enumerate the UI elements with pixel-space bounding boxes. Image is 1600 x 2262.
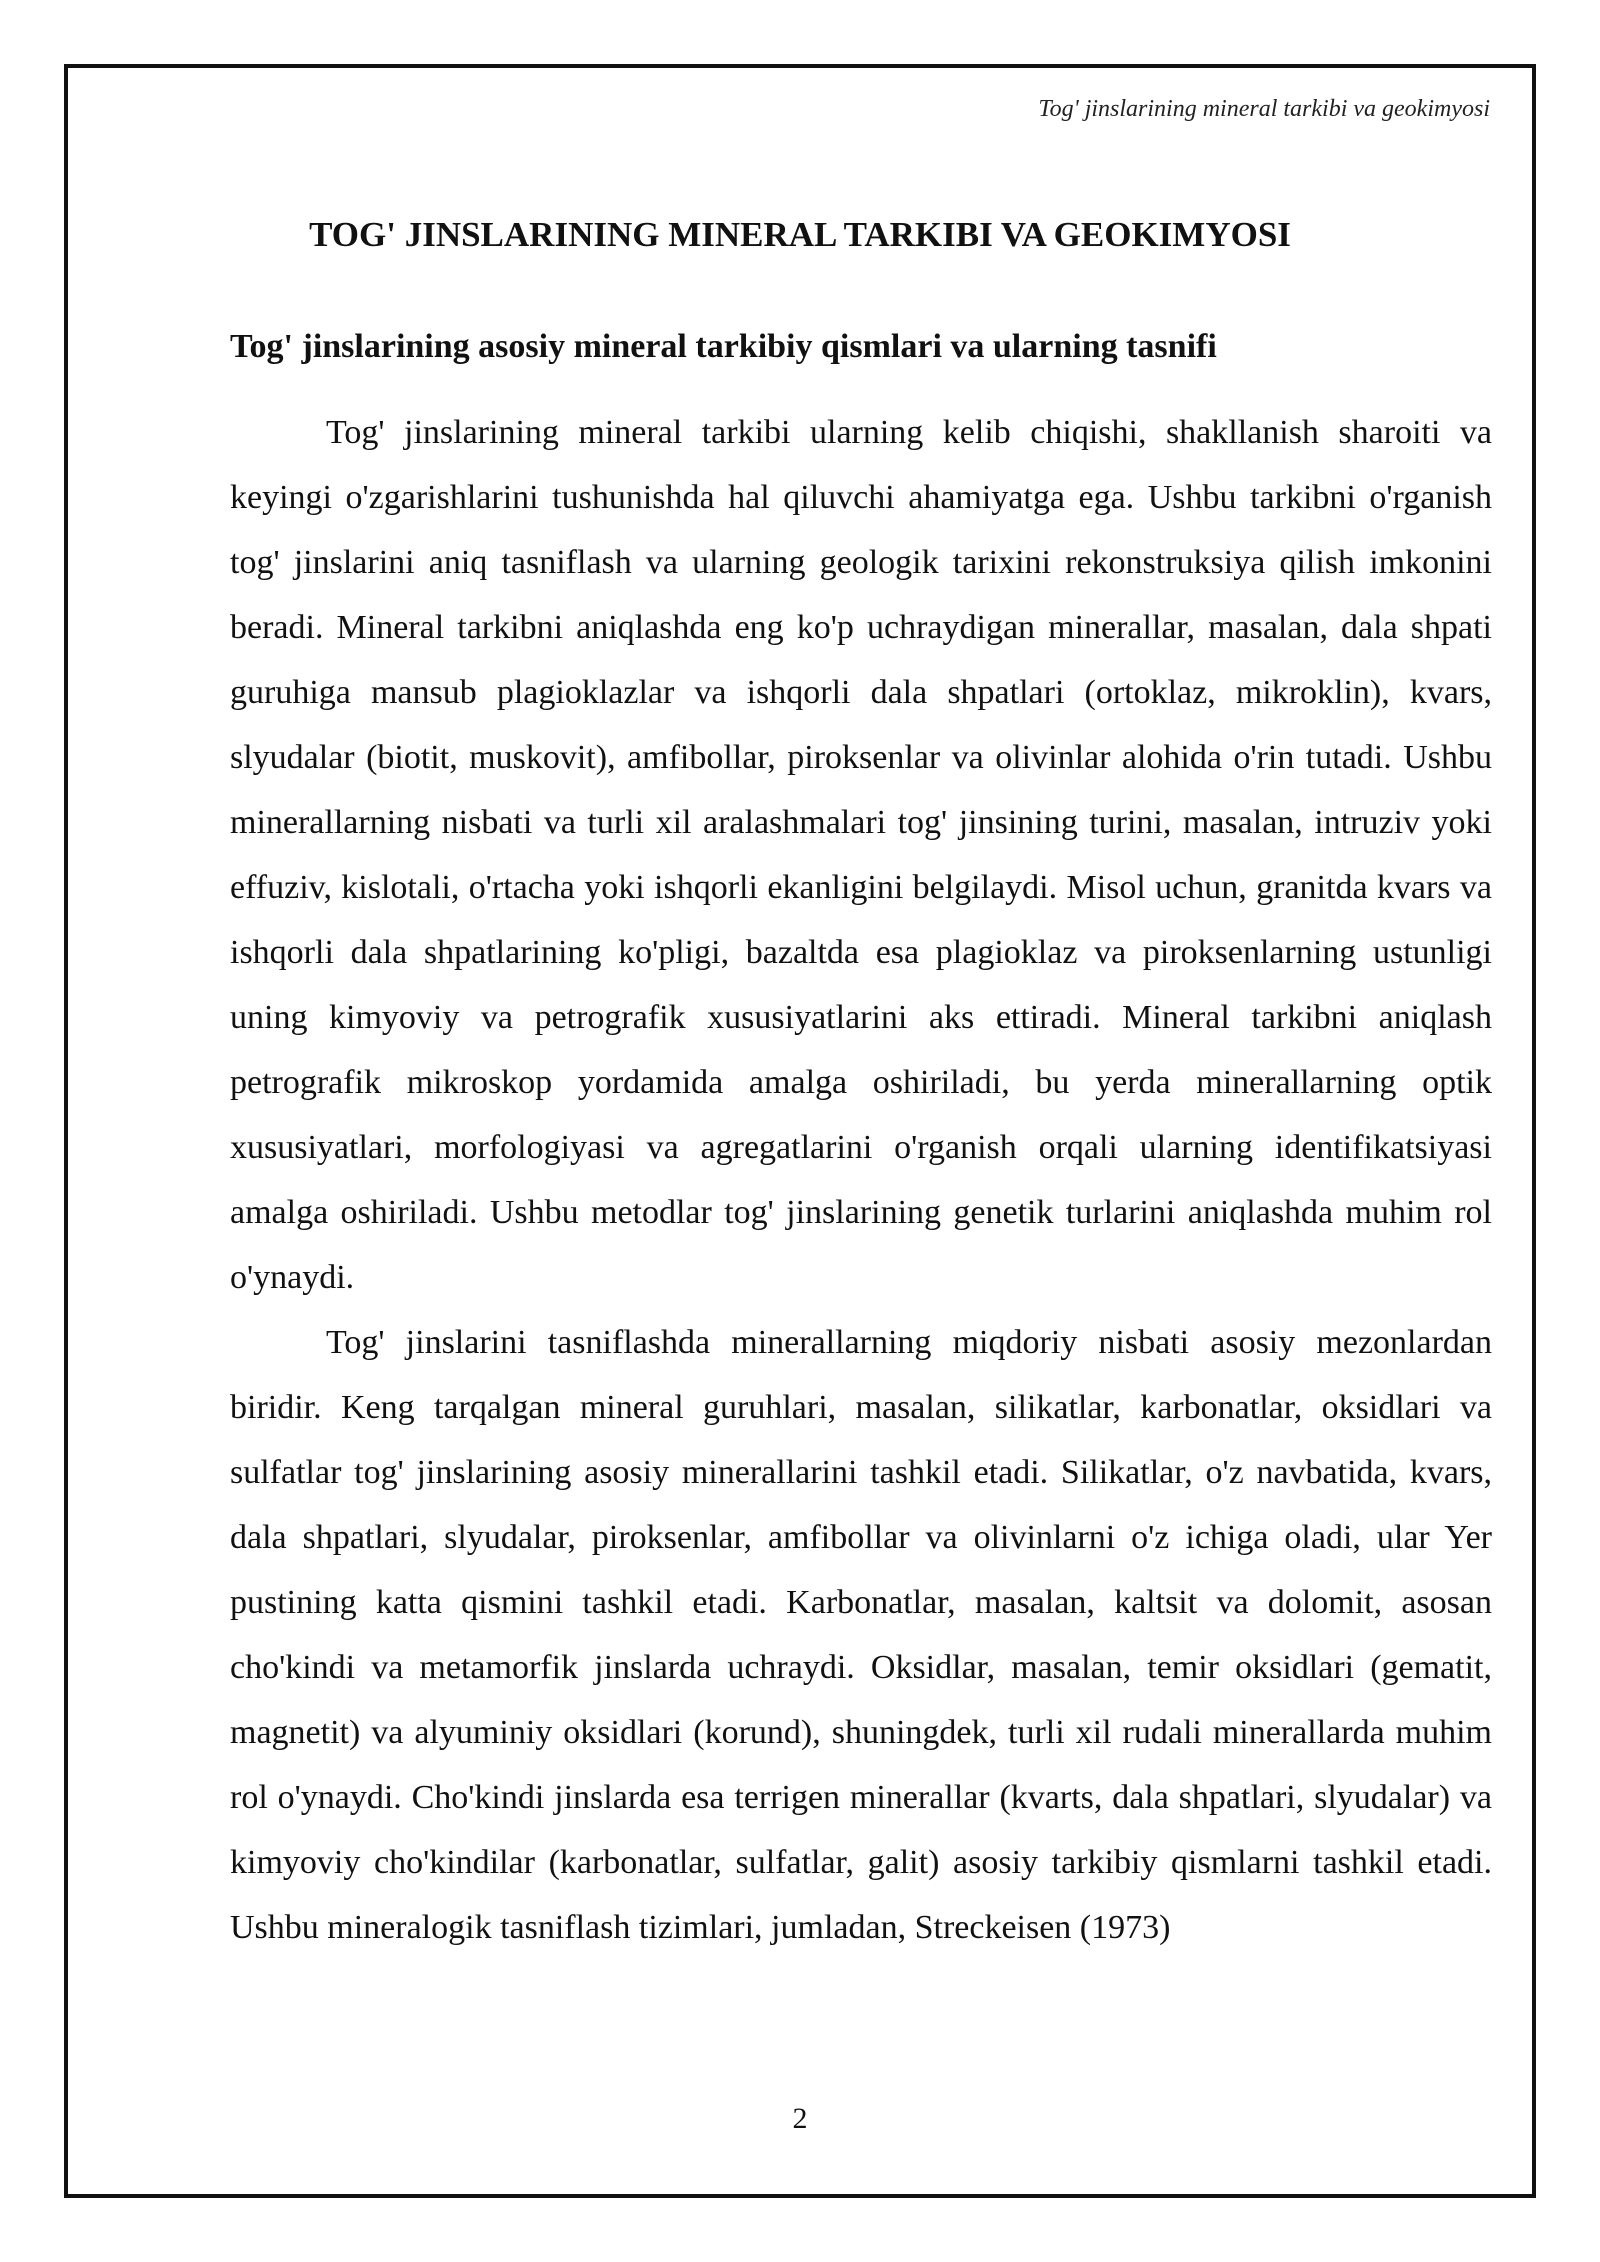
body-text	[230, 400, 1492, 1960]
page-number: 2	[792, 2102, 808, 2135]
section-heading: Tog' jinslarining asosiy mineral tarkibiy qismlari va ularning tasnifi	[230, 328, 1217, 365]
paragraph-1: Tog' jinslarining mineral tarkibi ularning kelib chiqishi, shakllanish sharoiti va keyingi o'zgarishlarini tushunishda hal qiluvchi ahamiyatga ega. Ushbu tarkibni o'rganish tog' jinslarini aniq tasniflash va ularning geologik tarixini rekonstruksiya qilish imkonini beradi. Mineral tarkibni aniqlashda eng ko'p uchraydigan minerallar, masalan, dala shpati guruhiga mansub plagioklazlar va ishqorli dala shpatlari (ortoklaz, mikroklin), kvars, slyudalar (biotit, muskovit), amfibollar, piroksenlar va olivinlar alohida o'rin tutadi. Ushbu minerallarning nisbati va turli xil aralashmalari tog' jinsining turini, masalan, intruziv yoki effuziv, kislotali, o'rtacha yoki ishqorli ekanligini belgilaydi. Misol uchun, granitda kvars va ishqorli dala shpatlarining ko'pligi, bazaltda esa plagioklaz va piroksenlarning ustunligi uning kimyoviy va petrografik xususiyatlarini aks ettiradi. Mineral tarkibni aniqlash petrografik mikroskop yordamida amalga oshiriladi, bu yerda minerallarning optik xususiyatlari, morfologiyasi va agregatlarini o'rganish orqali ularning identifikatsiyasi amalga oshiriladi. Ushbu metodlar tog' jinslarining genetik turlarini aniqlashda muhim rol o'ynaydi.	[230, 414, 1492, 1296]
paragraph-2: Tog' jinslarini tasniflashda minerallarning miqdoriy nisbati asosiy mezonlardan biridir. Keng tarqalgan mineral guruhlari, masalan, silikatlar, karbonatlar, oksidlari va sulfatlar tog' jinslarining asosiy minerallarini tashkil etadi. Silikatlar, o'z navbatida, kvars, dala shpatlari, slyudalar, piroksenlar, amfibollar va olivinlarni o'z ichiga oladi, ular Yer pustining katta qismini tashkil etadi. Karbonatlar, masalan, kaltsit va dolomit, asosan cho'kindi va metamorfik jinslarda uchraydi. Oksidlar, masalan, temir oksidlari (gematit, magnetit) va alyuminiy oksidlari (korund), shuningdek, turli xil rudali minerallarda muhim rol o'ynaydi. Cho'kindi jinslarda esa terrigen minerallar (kvarts, dala shpatlari, slyudalar) va kimyoviy cho'kindilar (karbonatlar, sulfatlar, galit) asosiy tarkibiy qismlarni tashkil etadi. Ushbu mineralogik tasniflash tizimlari, jumladan, Streckeisen (1973)	[230, 1324, 1492, 1946]
document-title: TOG' JINSLARINING MINERAL TARKIBI VA GEOKIMYOSI	[309, 215, 1291, 254]
running-header: Tog' jinslarining mineral tarkibi va geokimyosi	[1038, 96, 1490, 122]
